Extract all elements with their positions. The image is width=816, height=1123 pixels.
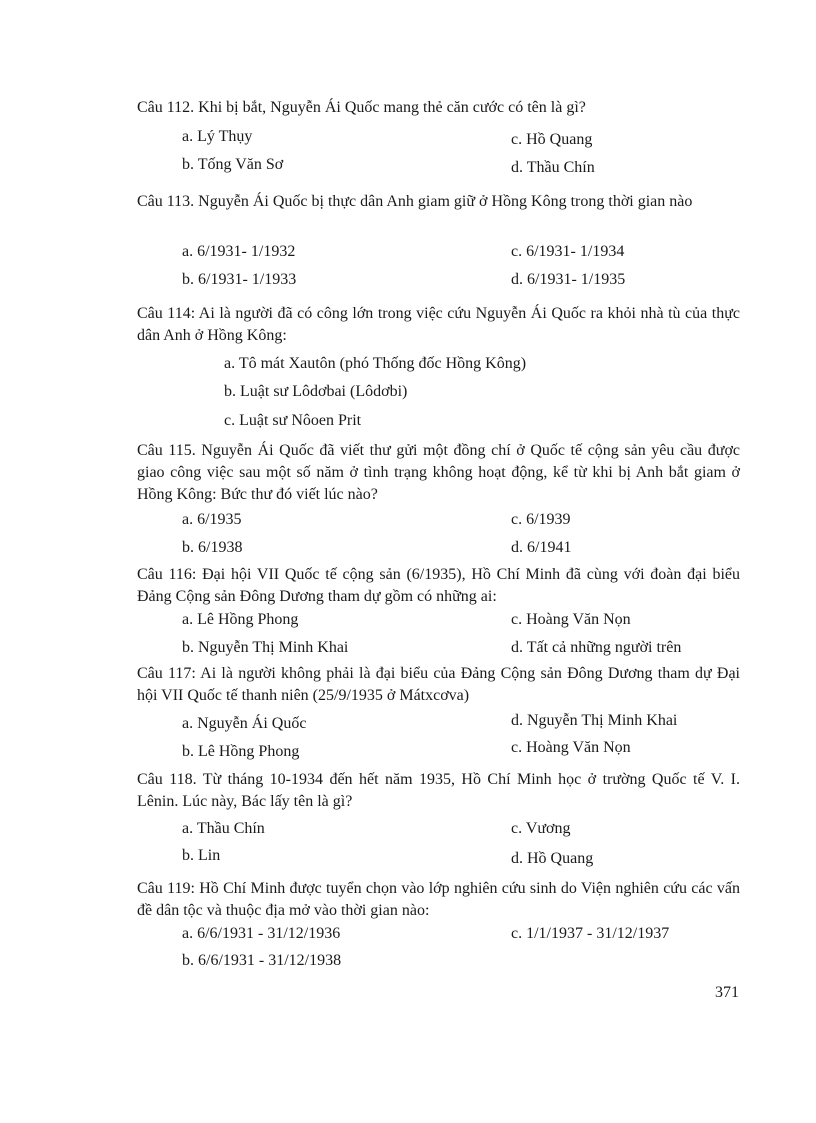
option-a: a. 6/1935 xyxy=(182,511,242,528)
option-d: d. Thầu Chín xyxy=(511,159,595,176)
option-b: b. 6/1938 xyxy=(182,539,243,556)
option-c: c. Hồ Quang xyxy=(511,131,593,148)
option-b: b. Lê Hồng Phong xyxy=(182,743,300,760)
option-a: a. 6/6/1931 - 31/12/1936 xyxy=(182,925,341,942)
option-b: b. Luật sư Lôdơbai (Lôdơbi) xyxy=(224,383,408,400)
option-b: b. 6/6/1931 - 31/12/1938 xyxy=(182,952,342,969)
option-b: b. 6/1931- 1/1933 xyxy=(182,271,297,288)
option-a: a. 6/1931- 1/1932 xyxy=(182,243,296,260)
option-b: b. Nguyễn Thị Minh Khai xyxy=(182,639,349,656)
option-c: c. 1/1/1937 - 31/12/1937 xyxy=(511,925,670,942)
option-c: c. Luật sư Nôoen Prit xyxy=(224,412,362,429)
question-113: Câu 113. Nguyễn Ái Quốc bị thực dân Anh giam giữ ở Hồng Kông trong thời gian nào xyxy=(137,193,693,210)
option-d: d. 6/1941 xyxy=(511,539,572,556)
page-number: 371 xyxy=(715,984,739,1001)
option-c: c. 6/1931- 1/1934 xyxy=(511,243,625,260)
option-d: d. Nguyễn Thị Minh Khai xyxy=(511,712,678,729)
option-c: c. Vương xyxy=(511,820,571,837)
question-112: Câu 112. Khi bị bắt, Nguyễn Ái Quốc mang thẻ căn cước có tên là gì? xyxy=(137,99,586,116)
question-116: Câu 116: Đại hội VII Quốc tế cộng sản (6/1935), Hồ Chí Minh đã cùng với đoàn đại biểu Đảng Cộng sản Đông Dương tham dự gồm có những ai: xyxy=(137,566,740,605)
option-c: c. Hoàng Văn Nọn xyxy=(511,611,631,628)
question-118: Câu 118. Từ tháng 10-1934 đến hết năm 1935, Hồ Chí Minh học ở trường Quốc tế V. I. Lênin. Lúc này, Bác lấy tên là gì? xyxy=(137,771,740,810)
question-115: Câu 115. Nguyễn Ái Quốc đã viết thư gửi một đồng chí ở Quốc tế cộng sản yêu cầu được giao công việc sau một số năm ở tình trạng không hoạt động, kể từ khi bị Anh bắt giam ở Hồng Kông: Bức thư đó viết lúc nào? xyxy=(137,442,740,503)
option-d: d. Hồ Quang xyxy=(511,850,594,867)
question-114: Câu 114: Ai là người đã có công lớn trong việc cứu Nguyễn Ái Quốc ra khỏi nhà tù của thực dân Anh ở Hồng Kông: xyxy=(137,305,740,344)
option-a: a. Thầu Chín xyxy=(182,820,265,837)
option-b: b. Lin xyxy=(182,847,221,864)
option-b: b. Tống Văn Sơ xyxy=(182,156,284,173)
question-119: Câu 119: Hồ Chí Minh được tuyển chọn vào lớp nghiên cứu sinh do Viện nghiên cứu các vấn đề dân tộc và thuộc địa mở vào thời gian nào: xyxy=(137,880,740,919)
option-d: d. 6/1931- 1/1935 xyxy=(511,271,626,288)
question-117: Câu 117: Ai là người không phải là đại biểu của Đảng Cộng sản Đông Dương tham dự Đại hội VII Quốc tế thanh niên (25/9/1935 ở Mátxcơva) xyxy=(137,665,740,704)
option-a: a. Lê Hồng Phong xyxy=(182,611,299,628)
option-a: a. Tô mát Xautôn (phó Thống đốc Hồng Kông) xyxy=(224,355,527,372)
option-c: c. Hoàng Văn Nọn xyxy=(511,739,631,756)
option-d: d. Tất cả những người trên xyxy=(511,639,682,656)
option-a: a. Lý Thụy xyxy=(182,128,253,145)
option-a: a. Nguyễn Ái Quốc xyxy=(182,715,307,732)
option-c: c. 6/1939 xyxy=(511,511,571,528)
